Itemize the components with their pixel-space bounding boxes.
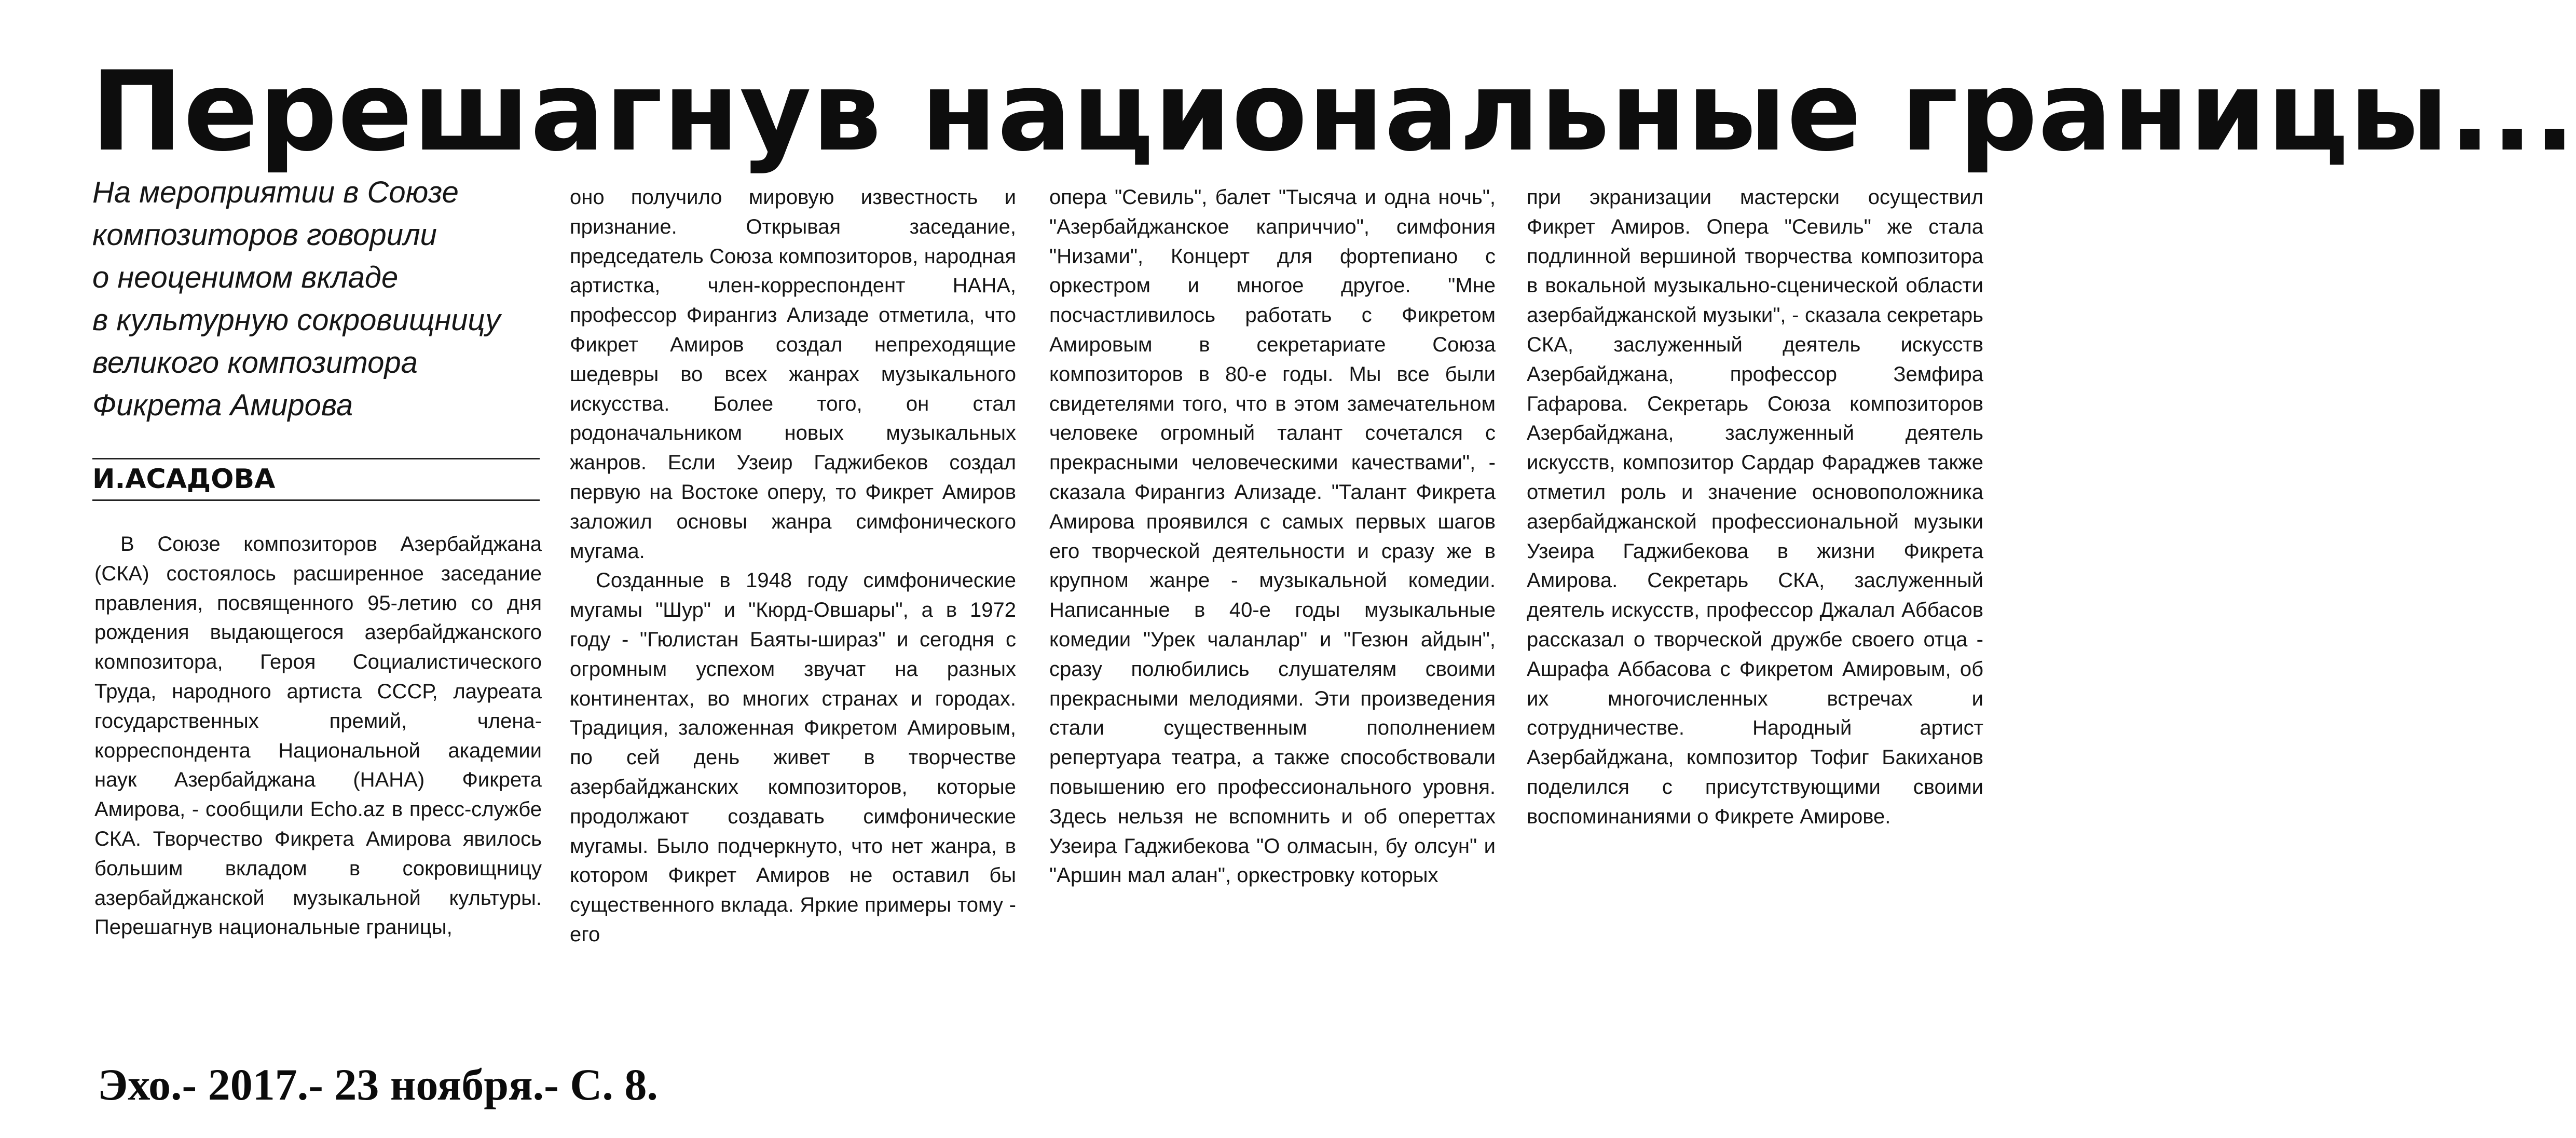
article-column-2 <box>570 183 1016 1008</box>
article-paragraph: опера "Севиль", балет "Тысяча и одна ночь", "Азербайджанское каприччио", симфония "Низами", Концерт для фортепиано с оркестром и многое другое. "Мне посчастливилось работать с Фикретом Амировым в секретариате Союза композиторов в 80-е годы. Мы все были свидетелями того, что в этом замечательном человеке огромный талант сочетался с прекрасными человеческими качествами", - сказала Фирангиз Ализаде. "Талант Фикрета Амирова проявился с самых первых шагов его творческой деятельности и сразу же в крупном жанре - музыкальной комедии. Написанные в 40-е годы музыкальные комедии "Урек чаланлар" и "Гезюн айдын", сразу полюбились слушателям своими прекрасными мелодиями. Эти произведения стали существенным пополнением репертуара театра, а также способствовали повышению его профессионального уровня. Здесь нельзя не вспомнить и об опереттах Узеира Гаджибекова "О олмасын, бу олсун" и "Аршин мал алан", оркестровку которых <box>1049 186 1496 887</box>
lead-line: Фикрета Амирова <box>92 388 353 422</box>
article-paragraph: Созданные в 1948 году симфонические мугамы "Шур" и "Кюрд-Овшары", а в 1972 году - "Гюлистан Баяты-шираз" и сегодня с огромным успехом звучат на разных континентах, во многих странах и городах. Традиция, заложенная Фикретом Амировым, по сей день живет в творчестве азербайджанских композиторов, которые продолжают создавать симфонические мугамы. Было подчеркнуто, что нет жанра, в котором Фикрет Амиров не оставил бы существенного вклада. Яркие примеры тому - его <box>570 569 1016 946</box>
article-paragraph: при экранизации мастерски осуществил Фикрет Амиров. Опера "Севиль" же стала подлинной вершиной творчества композитора в вокальной музыкально-сценической области азербайджанской музыки", - сказала секретарь СКА, заслуженный деятель искусств Азербайджана, профессор Земфира Гафарова. Секретарь Союза композиторов Азербайджана, заслуженный деятель искусств, композитор Сардар Фараджев также отметил роль и значение основоположника азербайджанской профессиональной музыки Узеира Гаджибекова в жизни Фикрета Амирова. Секретарь СКА, заслуженный деятель искусств, профессор Джалал Аббасов рассказал о творческой дружбе своего отца - Ашрафа Аббасова с Фикретом Амировым, об их многочисленных встречах и сотрудничестве. Народный артист Азербайджана, композитор Тофиг Бакиханов поделился с присутствующими своими воспоминаниями о Фикрете Амирове. <box>1527 186 1983 828</box>
byline-rule-bottom <box>92 499 540 501</box>
author-byline: И.АСАДОВА <box>92 464 276 495</box>
lead-line: в культурную сокровищницу <box>92 303 501 337</box>
headline: Перешагнув национальные границы... <box>91 47 2576 175</box>
lead-paragraph <box>92 171 549 427</box>
article-paragraph: В Союзе композиторов Азербайджана (СКА) состоялось расширенное заседание правления, посвященного 95-летию со дня рождения выдающегося азербайджанского композитора, Героя Социалистического Труда, народного артиста СССР, лауреата государственных премий, члена-корреспондента Национальной академии наук Азербайджана (НАНА) Фикрета Амирова, - сообщили Echo.az в пресс-службе СКА. Творчество Фикрета Амирова явилось большим вкладом в сокровищницу азербайджанской музыкальной культуры. Перешагнув национальные границы, <box>94 533 542 939</box>
article-column-3 <box>1049 183 1496 1008</box>
article-column-1 <box>94 530 542 1007</box>
article-paragraph: оно получило мировую известность и признание. Открывая заседание, председатель Союза композиторов, народная артистка, член-корреспондент НАНА, профессор Фирангиз Ализаде отметила, что Фикрет Амиров создал непреходящие шедевры во всех жанрах музыкального искусства. Более того, он стал родоначальником новых музыкальных жанров. Если Узеир Гаджибеков создал первую на Востоке оперу, то Фикрет Амиров заложил основы жанра симфонического мугама. <box>570 186 1016 563</box>
lead-line: композиторов говорили <box>92 218 437 252</box>
lead-line: великого композитора <box>92 346 418 380</box>
byline-rule-top <box>92 458 540 459</box>
lead-line: На мероприятии в Союзе <box>92 175 459 209</box>
lead-line: о неоценимом вкладе <box>92 261 399 294</box>
source-citation: Эхо.- 2017.- 23 ноября.- С. 8. <box>98 1060 658 1109</box>
article-column-4 <box>1527 183 1983 1008</box>
